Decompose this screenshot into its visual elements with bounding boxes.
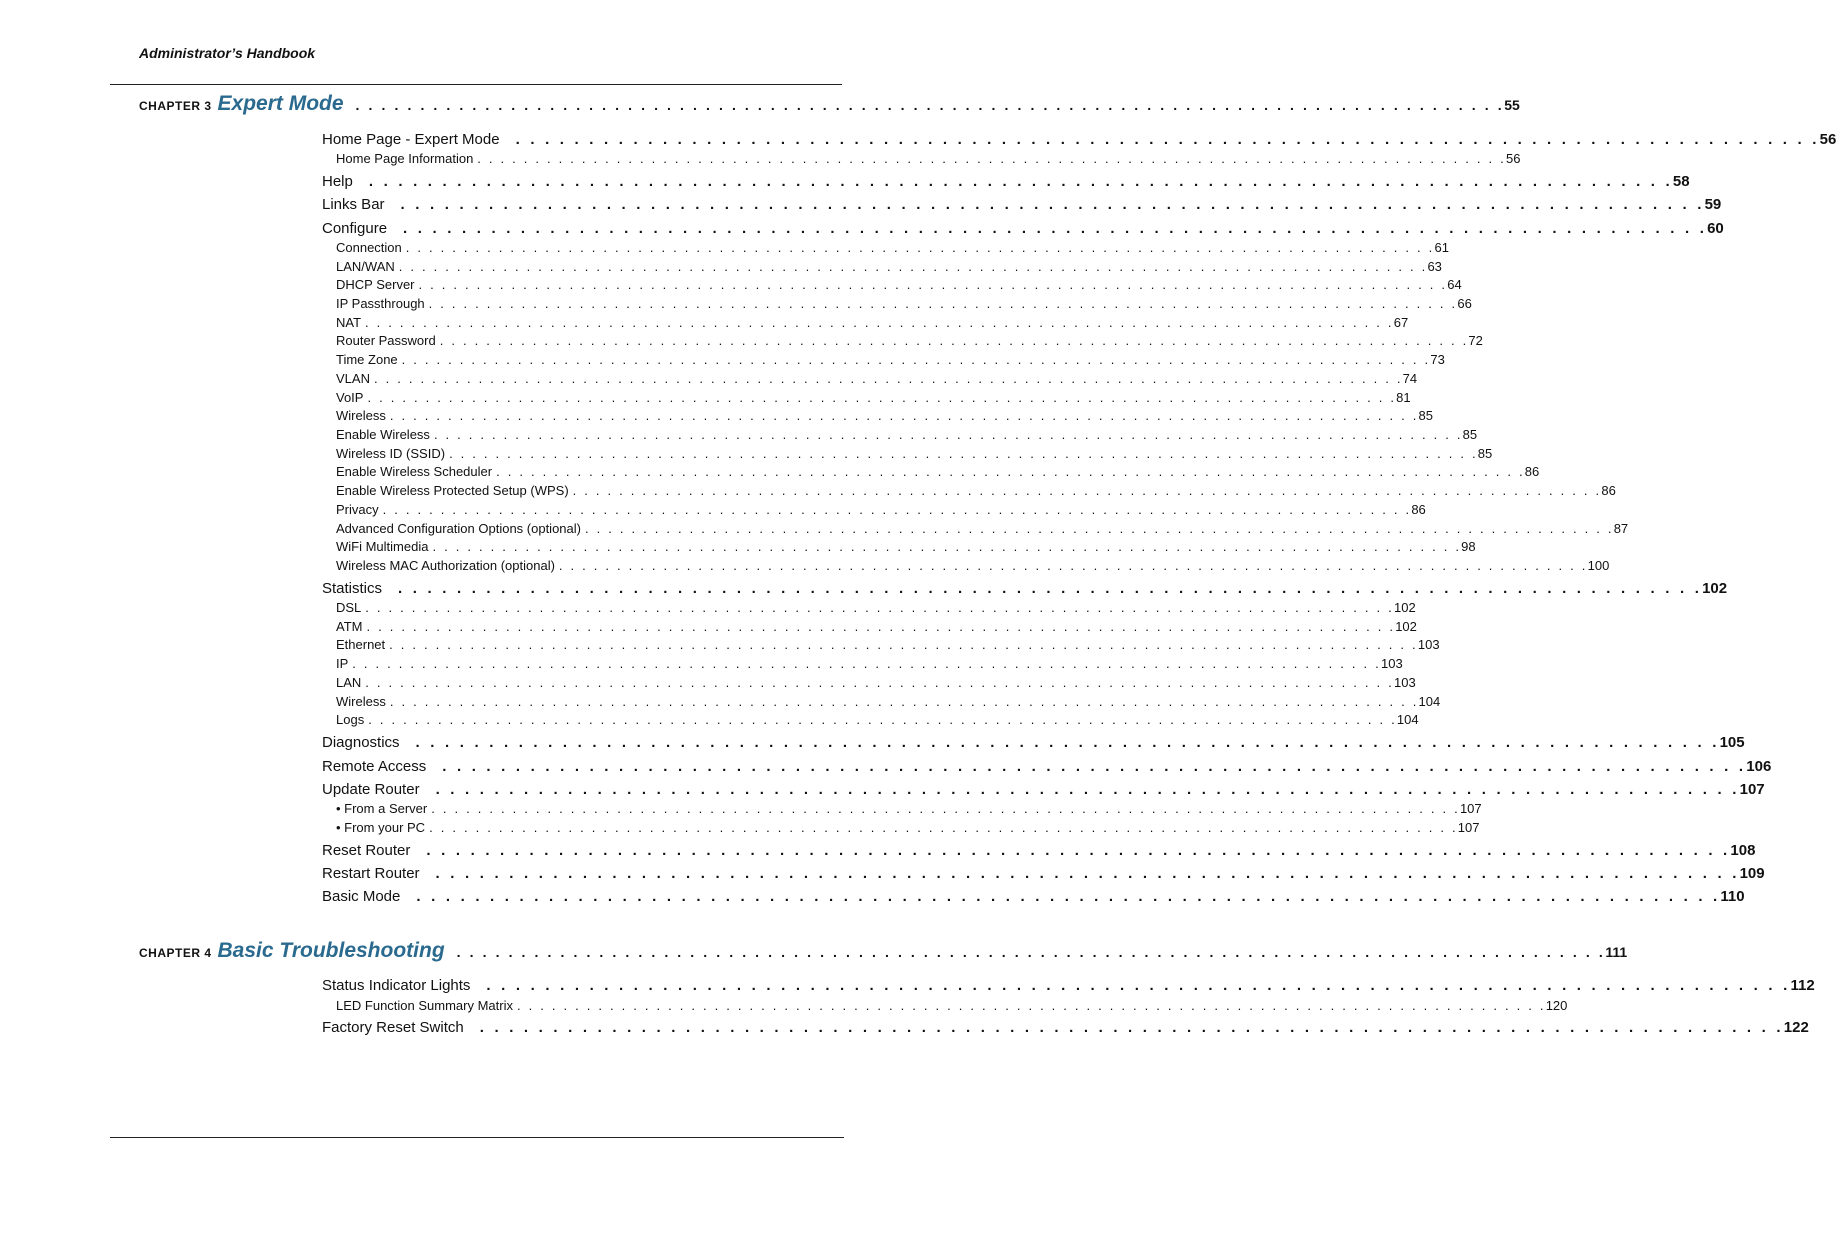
toc-entry-label: • From a Server (336, 801, 428, 816)
toc-entry-label: VoIP (336, 390, 364, 405)
dot-leader: . . . . . . . . . . . . . . . . . . . . . . . . . . . . . . . . . . . . . . . . . . . . . . . . . . . . . . . . . . . . . . . . . . . . . . . . . . . . . . . . . . . . . . . . . (496, 464, 1525, 479)
dot-leader: . . . . . . . . . . . . . . . . . . . . . . . . . . . . . . . . . . . . . . . . . . . . . . . . . . . . . . . . . . . . . . . . . . . . . . . . . . . . . . . . . . . . . . . . . (479, 1019, 1784, 1036)
toc-subentry[interactable] (336, 600, 1416, 615)
dot-leader: . . . . . . . . . . . . . . . . . . . . . . . . . . . . . . . . . . . . . . . . . . . . . . . . . . . . . . . . . . . . . . . . . . . . . . . . . . . . . . . . . . . . . . . . . (517, 998, 1546, 1013)
chapter-label: CHAPTER 4 (139, 946, 212, 960)
dot-leader: . . . . . . . . . . . . . . . . . . . . . . . . . . . . . . . . . . . . . . . . . . . . . . . . . . . . . . . . . . . . . . . . . . . . . . . . . . . . . . . . . . . . . . . . . (405, 240, 1435, 255)
toc-entry-label: DHCP Server (336, 277, 415, 292)
chapter-page-number: 111 (1605, 944, 1628, 960)
dot-leader: . . . . . . . . . . . . . . . . . . . . . . . . . . . . . . . . . . . . . . . . . . . . . . . . . . . . . . . . . . . . . . . . . . . . . . . . . . . . . . . . . . . . . . . . . (368, 173, 1673, 190)
toc-entry-page: 67 (1393, 315, 1409, 330)
toc-entry-page: 107 (1739, 781, 1765, 798)
toc-entry-page: 102 (1394, 600, 1416, 615)
toc-subentry[interactable] (336, 408, 1434, 423)
chapter-4-heading[interactable] (139, 939, 1628, 963)
dot-leader: . . . . . . . . . . . . . . . . . . . . . . . . . . . . . . . . . . . . . . . . . . . . . . . . . . . . . . . . . . . . . . . . . . . . . . . . . . . . . . . . . . . . . . . . . (432, 539, 1462, 554)
toc-subentry[interactable] (336, 315, 1409, 330)
dot-leader: . . . . . . . . . . . . . . . . . . . . . . . . . . . . . . . . . . . . . . . . . . . . . . . . . . . . . . . . . . . . . . . . . . . . . . . . . . . . . . . . . . . . . . . . . (515, 131, 1820, 148)
toc-entry-label: NAT (336, 315, 362, 330)
toc-subentry[interactable] (336, 675, 1416, 690)
toc-entry[interactable] (322, 196, 1722, 213)
dot-leader: . . . . . . . . . . . . . . . . . . . . . . . . . . . . . . . . . . . . . . . . . . . . . . . . . . . . . . . . . . . . . . . . . . . . . . . . . . . . . . . . . . . . . . . . . (366, 619, 1396, 634)
toc-entry-label: DSL (336, 600, 362, 615)
toc-entry-page: 87 (1613, 521, 1629, 536)
toc-entry-page: 103 (1394, 675, 1416, 690)
toc-entry-label: Logs (336, 712, 365, 727)
chapter-title: Basic Troubleshooting (217, 939, 445, 962)
toc-entry-label: Enable Wireless Scheduler (336, 464, 493, 479)
toc-entry[interactable] (322, 781, 1765, 798)
dot-leader: . . . . . . . . . . . . . . . . . . . . . . . . . . . . . . . . . . . . . . . . . . . . . . . . . . . . . . . . . . . . . . . . . . . . . . . . . . . . . . . . . . . . . . . . . (435, 865, 1740, 882)
toc-subentry[interactable] (336, 558, 1610, 573)
dot-leader: . . . . . . . . . . . . . . . . . . . . . . . . . . . . . . . . . . . . . . . . . . . . . . . . . . . . . . . . . . . . . . . . . . . . . . . . . . . . . . . . . . . . . . . . . (389, 408, 1419, 423)
chapter-title: Expert Mode (217, 92, 344, 115)
dot-leader: . . . . . . . . . . . . . . . . . . . . . . . . . . . . . . . . . . . . . . . . . . . . . . . . . . . . . . . . . . . . . . . . . . . . . . . . . . . . . . . . . . . . . . . . . (456, 944, 1606, 960)
toc-entry-label: Ethernet (336, 637, 386, 652)
toc-entry-label: Wireless ID (SSID) (336, 446, 446, 461)
dot-leader: . . . . . . . . . . . . . . . . . . . . . . . . . . . . . . . . . . . . . . . . . . . . . . . . . . . . . . . . . . . . . . . . . . . . . . . . . . . . . . . . . . . . . . . . . (416, 888, 1721, 905)
dot-leader: . . . . . . . . . . . . . . . . . . . . . . . . . . . . . . . . . . . . . . . . . . . . . . . . . . . . . . . . . . . . . . . . . . . . . . . . . . . . . . . . . . . . . . . . . (368, 712, 1397, 727)
toc-subentry[interactable] (336, 712, 1419, 727)
toc-entry-page: 107 (1459, 801, 1482, 816)
dot-leader: . . . . . . . . . . . . . . . . . . . . . . . . . . . . . . . . . . . . . . . . . . . . . . . . . . . . . . . . . . . . . . . . . . . . . . . . . . . . . . . . . . . . . . . . . (449, 446, 1478, 461)
toc-subentry[interactable] (336, 352, 1445, 367)
toc-entry-page: 86 (1601, 483, 1616, 498)
toc-entry[interactable] (322, 173, 1690, 190)
toc-subentry[interactable] (336, 502, 1426, 517)
dot-leader: . . . . . . . . . . . . . . . . . . . . . . . . . . . . . . . . . . . . . . . . . . . . . . . . . . . . . . . . . . . . . . . . . . . . . . . . . . . . . . . . . . . . . . . . . (426, 842, 1731, 859)
toc-entry-label: Basic Mode (322, 888, 401, 905)
toc-entry[interactable] (322, 131, 1836, 148)
toc-entry-page: 56 (1506, 151, 1521, 166)
toc-entry-label: Diagnostics (322, 734, 400, 751)
dot-leader: . . . . . . . . . . . . . . . . . . . . . . . . . . . . . . . . . . . . . . . . . . . . . . . . . . . . . . . . . . . . . . . . . . . . . . . . . . . . . . . . . . . . . . . . . (415, 734, 1720, 751)
toc-subentry[interactable] (336, 151, 1521, 166)
toc-entry-page: 60 (1707, 220, 1724, 237)
dot-leader: . . . . . . . . . . . . . . . . . . . . . . . . . . . . . . . . . . . . . . . . . . . . . . . . . . . . . . . . . . . . . . . . . . . . . . . . . . . . . . . . . . . . . . . . . (367, 390, 1397, 405)
chapter-label: CHAPTER 3 (139, 99, 212, 113)
toc-subentry[interactable] (336, 998, 1568, 1013)
dot-leader: . . . . . . . . . . . . . . . . . . . . . . . . . . . . . . . . . . . . . . . . . . . . . . . . . . . . . . . . . . . . . . . . . . . . . . . . . . . . . . . . . . . . . . . . . (442, 758, 1747, 775)
toc-entry-label: Advanced Configuration Options (optional) (336, 521, 581, 536)
toc-entry-page: 64 (1447, 277, 1462, 292)
toc-entry-page: 59 (1704, 196, 1722, 213)
toc-entry-label: Wireless (336, 694, 386, 709)
toc-subentry[interactable] (336, 277, 1462, 292)
toc-entry-label: Update Router (322, 781, 420, 798)
toc-entry-label: LED Function Summary Matrix (336, 998, 513, 1013)
dot-leader: . . . . . . . . . . . . . . . . . . . . . . . . . . . . . . . . . . . . . . . . . . . . . . . . . . . . . . . . . . . . . . . . . . . . . . . . . . . . . . . . . . . . . . . . . (365, 315, 1394, 330)
toc-subentry[interactable] (336, 694, 1441, 709)
toc-entry[interactable] (322, 580, 1728, 597)
chapter-3-heading[interactable] (139, 92, 1520, 116)
dot-leader: . . . . . . . . . . . . . . . . . . . . . . . . . . . . . . . . . . . . . . . . . . . . . . . . . . . . . . . . . . . . . . . . . . . . . . . . . . . . . . . . . . . . . . . . . (429, 820, 1458, 835)
toc-entry-page: 108 (1730, 842, 1756, 859)
toc-entry-label: Enable Wireless Protected Setup (WPS) (336, 483, 569, 498)
toc-subentry[interactable] (336, 656, 1403, 671)
toc-subentry[interactable] (336, 446, 1493, 461)
toc-entry-page: 102 (1395, 619, 1417, 634)
toc-entry-page: 74 (1402, 371, 1418, 386)
dot-leader: . . . . . . . . . . . . . . . . . . . . . . . . . . . . . . . . . . . . . . . . . . . . . . . . . . . . . . . . . . . . . . . . . . . . . . . . . . . . . . . . . . . . . . . . . (398, 259, 1428, 274)
toc-subentry[interactable] (336, 820, 1480, 835)
dot-leader: . . . . . . . . . . . . . . . . . . . . . . . . . . . . . . . . . . . . . . . . . . . . . . . . . . . . . . . . . . . . . . . . . . . . . . . . . . . . . . . . . . . . . . . . . (435, 781, 1740, 798)
toc-entry-label: WiFi Multimedia (336, 539, 429, 554)
toc-entry-label: Router Password (336, 333, 436, 348)
toc-entry-page: 81 (1396, 390, 1411, 405)
dot-leader: . . . . . . . . . . . . . . . . . . . . . . . . . . . . . . . . . . . . . . . . . . . . . . . . . . . . . . . . . . . . . . . . . . . . . . . . . . . . . . . . . . . . . . . . . (400, 196, 1705, 213)
dot-leader: . . . . . . . . . . . . . . . . . . . . . . . . . . . . . . . . . . . . . . . . . . . . . . . . . . . . . . . . . . . . . . . . . . . . . . . . . . . . . . . . . . . . . . . . . (355, 97, 1505, 113)
dot-leader: . . . . . . . . . . . . . . . . . . . . . . . . . . . . . . . . . . . . . . . . . . . . . . . . . . . . . . . . . . . . . . . . . . . . . . . . . . . . . . . . . . . . . . . . . (431, 801, 1460, 816)
toc-entry-label: Configure (322, 220, 388, 237)
toc-entry-label: Restart Router (322, 865, 420, 882)
dot-leader: . . . . . . . . . . . . . . . . . . . . . . . . . . . . . . . . . . . . . . . . . . . . . . . . . . . . . . . . . . . . . . . . . . . . . . . . . . . . . . . . . . . . . . . . . (477, 151, 1506, 166)
toc-entry-page: 103 (1381, 656, 1403, 671)
toc-entry-label: Home Page - Expert Mode (322, 131, 500, 148)
dot-leader: . . . . . . . . . . . . . . . . . . . . . . . . . . . . . . . . . . . . . . . . . . . . . . . . . . . . . . . . . . . . . . . . . . . . . . . . . . . . . . . . . . . . . . . . . (365, 675, 1394, 690)
toc-entry-label: Help (322, 173, 353, 190)
toc-subentry[interactable] (336, 259, 1442, 274)
toc-subentry[interactable] (336, 801, 1482, 816)
toc-entry-label: LAN/WAN (336, 259, 395, 274)
toc-entry[interactable] (322, 1019, 1809, 1036)
toc-entry-label: Privacy (336, 502, 379, 517)
toc-subentry[interactable] (336, 240, 1449, 255)
dot-leader: . . . . . . . . . . . . . . . . . . . . . . . . . . . . . . . . . . . . . . . . . . . . . . . . . . . . . . . . . . . . . . . . . . . . . . . . . . . . . . . . . . . . . . . . . (439, 333, 1469, 348)
toc-entry-page: 100 (1587, 558, 1610, 573)
toc-entry-page: 86 (1411, 502, 1426, 517)
toc-entry[interactable] (322, 888, 1745, 905)
dot-leader: . . . . . . . . . . . . . . . . . . . . . . . . . . . . . . . . . . . . . . . . . . . . . . . . . . . . . . . . . . . . . . . . . . . . . . . . . . . . . . . . . . . . . . . . . (572, 483, 1602, 498)
toc-entry-page: 72 (1468, 333, 1483, 348)
bottom-rule (110, 1137, 844, 1138)
toc-entry-label: Wireless MAC Authorization (optional) (336, 558, 555, 573)
toc-entry-label: Enable Wireless (336, 427, 430, 442)
toc-entry-page: 58 (1672, 173, 1690, 190)
toc-entry[interactable] (322, 865, 1765, 882)
toc-entry-page: 61 (1434, 240, 1449, 255)
toc-entry-page: 110 (1720, 888, 1745, 905)
toc-entry[interactable] (322, 758, 1772, 775)
dot-leader: . . . . . . . . . . . . . . . . . . . . . . . . . . . . . . . . . . . . . . . . . . . . . . . . . . . . . . . . . . . . . . . . . . . . . . . . . . . . . . . . . . . . . . . . . (418, 277, 1448, 292)
toc-subentry[interactable] (336, 483, 1616, 498)
dot-leader: . . . . . . . . . . . . . . . . . . . . . . . . . . . . . . . . . . . . . . . . . . . . . . . . . . . . . . . . . . . . . . . . . . . . . . . . . . . . . . . . . . . . . . . . . (584, 521, 1614, 536)
toc-subentry[interactable] (336, 371, 1418, 386)
toc-entry[interactable] (322, 220, 1724, 237)
toc-entry-label: LAN (336, 675, 362, 690)
dot-leader: . . . . . . . . . . . . . . . . . . . . . . . . . . . . . . . . . . . . . . . . . . . . . . . . . . . . . . . . . . . . . . . . . . . . . . . . . . . . . . . . . . . . . . . . . (403, 220, 1708, 237)
dot-leader: . . . . . . . . . . . . . . . . . . . . . . . . . . . . . . . . . . . . . . . . . . . . . . . . . . . . . . . . . . . . . . . . . . . . . . . . . . . . . . . . . . . . . . . . . (382, 502, 1412, 517)
dot-leader: . . . . . . . . . . . . . . . . . . . . . . . . . . . . . . . . . . . . . . . . . . . . . . . . . . . . . . . . . . . . . . . . . . . . . . . . . . . . . . . . . . . . . . . . . (373, 371, 1403, 386)
toc-entry-page: 104 (1418, 694, 1441, 709)
toc-entry-label: ATM (336, 619, 363, 634)
toc-entry-label: IP (336, 656, 349, 671)
dot-leader: . . . . . . . . . . . . . . . . . . . . . . . . . . . . . . . . . . . . . . . . . . . . . . . . . . . . . . . . . . . . . . . . . . . . . . . . . . . . . . . . . . . . . . . . . (433, 427, 1463, 442)
dot-leader: . . . . . . . . . . . . . . . . . . . . . . . . . . . . . . . . . . . . . . . . . . . . . . . . . . . . . . . . . . . . . . . . . . . . . . . . . . . . . . . . . . . . . . . . . (486, 977, 1791, 994)
toc-entry-label: • From your PC (336, 820, 426, 835)
toc-entry-page: 98 (1461, 539, 1476, 554)
dot-leader: . . . . . . . . . . . . . . . . . . . . . . . . . . . . . . . . . . . . . . . . . . . . . . . . . . . . . . . . . . . . . . . . . . . . . . . . . . . . . . . . . . . . . . . . . (365, 600, 1394, 615)
toc-entry-label: Statistics (322, 580, 383, 597)
dot-leader: . . . . . . . . . . . . . . . . . . . . . . . . . . . . . . . . . . . . . . . . . . . . . . . . . . . . . . . . . . . . . . . . . . . . . . . . . . . . . . . . . . . . . . . . . (558, 558, 1588, 573)
toc-entry-label: Time Zone (336, 352, 398, 367)
toc-entry-page: 106 (1746, 758, 1772, 775)
toc-entry-page: 85 (1418, 408, 1434, 423)
toc-entry-label: Wireless (336, 408, 386, 423)
toc-subentry[interactable] (336, 427, 1478, 442)
dot-leader: . . . . . . . . . . . . . . . . . . . . . . . . . . . . . . . . . . . . . . . . . . . . . . . . . . . . . . . . . . . . . . . . . . . . . . . . . . . . . . . . . . . . . . . . . (352, 656, 1381, 671)
toc-entry-label: VLAN (336, 371, 370, 386)
toc-subentry[interactable] (336, 521, 1629, 536)
toc-entry-page: 66 (1457, 296, 1472, 311)
toc-entry[interactable] (322, 734, 1745, 751)
toc-entry[interactable] (322, 842, 1756, 859)
toc-entry-label: Reset Router (322, 842, 411, 859)
toc-subentry[interactable] (336, 539, 1476, 554)
toc-entry-page: 102 (1702, 580, 1728, 597)
toc-subentry[interactable] (336, 464, 1540, 479)
toc-subentry[interactable] (336, 296, 1472, 311)
toc-entry-page: 104 (1396, 712, 1419, 727)
toc-entry-page: 56 (1819, 131, 1836, 148)
toc-entry-page: 105 (1719, 734, 1745, 751)
page-header-title: Administrator’s Handbook (139, 45, 316, 61)
toc-entry-label: Status Indicator Lights (322, 977, 471, 994)
toc-entry-page: 122 (1783, 1019, 1809, 1036)
toc-subentry[interactable] (336, 637, 1440, 652)
toc-entry-label: Home Page Information (336, 151, 474, 166)
toc-entry-page: 103 (1417, 637, 1440, 652)
dot-leader: . . . . . . . . . . . . . . . . . . . . . . . . . . . . . . . . . . . . . . . . . . . . . . . . . . . . . . . . . . . . . . . . . . . . . . . . . . . . . . . . . . . . . . . . . (389, 694, 1419, 709)
toc-entry-page: 85 (1477, 446, 1493, 461)
dot-leader: . . . . . . . . . . . . . . . . . . . . . . . . . . . . . . . . . . . . . . . . . . . . . . . . . . . . . . . . . . . . . . . . . . . . . . . . . . . . . . . . . . . . . . . . . (428, 296, 1458, 311)
toc-entry-page: 107 (1457, 820, 1480, 835)
toc-entry-label: Factory Reset Switch (322, 1019, 464, 1036)
toc-entry-page: 63 (1427, 259, 1442, 274)
toc-entry-page: 120 (1545, 998, 1568, 1013)
toc-subentry[interactable] (336, 333, 1483, 348)
toc-entry-page: 109 (1739, 865, 1765, 882)
chapter-page-number: 55 (1504, 97, 1520, 113)
top-rule (110, 84, 842, 85)
toc-subentry[interactable] (336, 390, 1411, 405)
toc-subentry[interactable] (336, 619, 1417, 634)
toc-entry-label: IP Passthrough (336, 296, 425, 311)
toc-entry-page: 85 (1462, 427, 1478, 442)
toc-entry-page: 73 (1430, 352, 1445, 367)
toc-entry-label: Links Bar (322, 196, 385, 213)
dot-leader: . . . . . . . . . . . . . . . . . . . . . . . . . . . . . . . . . . . . . . . . . . . . . . . . . . . . . . . . . . . . . . . . . . . . . . . . . . . . . . . . . . . . . . . . . (389, 637, 1418, 652)
toc-entry-page: 86 (1524, 464, 1540, 479)
toc-entry[interactable] (322, 977, 1815, 994)
toc-entry-label: Connection (336, 240, 402, 255)
dot-leader: . . . . . . . . . . . . . . . . . . . . . . . . . . . . . . . . . . . . . . . . . . . . . . . . . . . . . . . . . . . . . . . . . . . . . . . . . . . . . . . . . . . . . . . . . (401, 352, 1431, 367)
dot-leader: . . . . . . . . . . . . . . . . . . . . . . . . . . . . . . . . . . . . . . . . . . . . . . . . . . . . . . . . . . . . . . . . . . . . . . . . . . . . . . . . . . . . . . . . . (398, 580, 1703, 597)
toc-entry-label: Remote Access (322, 758, 427, 775)
toc-entry-page: 112 (1790, 977, 1815, 994)
